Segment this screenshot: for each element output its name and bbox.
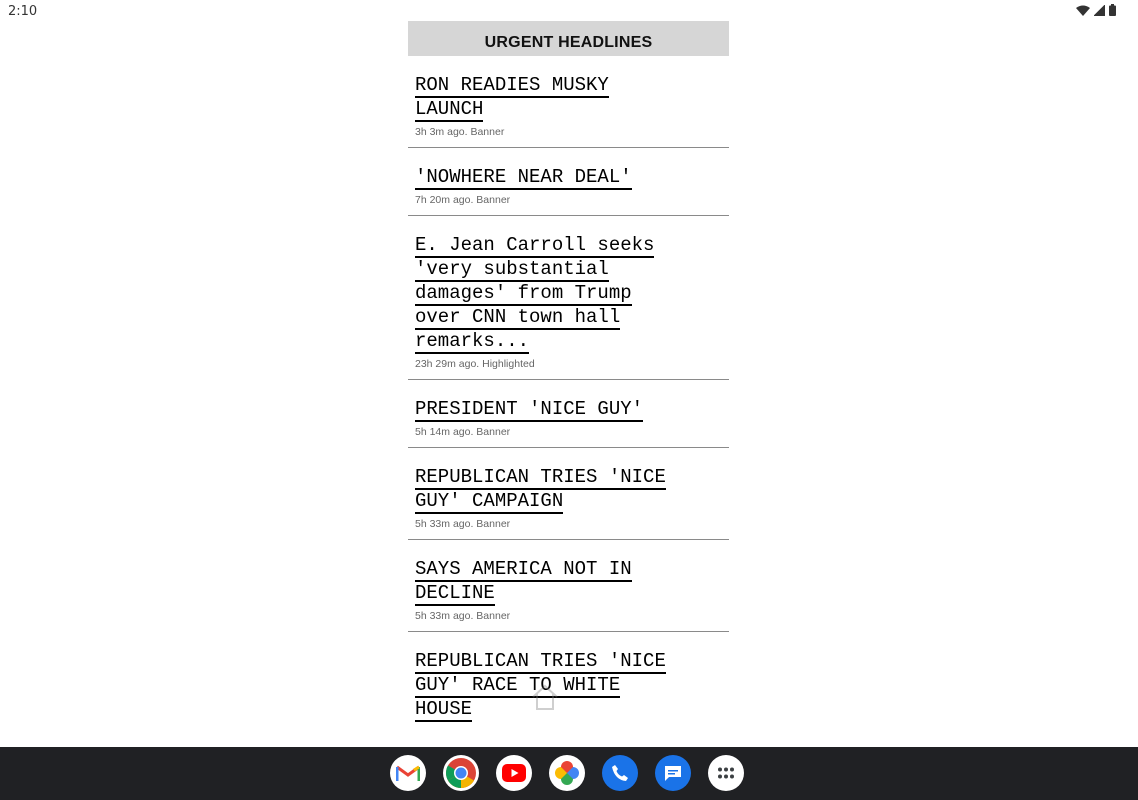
headline-item[interactable] (408, 216, 729, 380)
headline-meta: 23h 29m ago. Highlighted (415, 358, 535, 370)
phone-icon[interactable] (602, 755, 638, 791)
headline-title[interactable]: 'NOWHERE NEAR DEAL' (415, 166, 632, 188)
headline-title[interactable]: PRESIDENT 'NICE GUY' (415, 398, 644, 420)
status-time: 2:10 (8, 4, 38, 19)
status-icons (1076, 4, 1116, 16)
headline-title[interactable]: REPUBLICAN TRIES 'NICE GUY' RACE TO WHITE HOUSE (415, 650, 666, 720)
chrome-icon[interactable] (443, 755, 479, 791)
headline-item[interactable] (408, 540, 729, 632)
headline-item[interactable] (408, 148, 729, 216)
headline-meta: 5h 33m ago. Banner (415, 518, 511, 530)
headline-item[interactable] (408, 632, 729, 730)
headline-meta: 7h 20m ago. Banner (415, 194, 511, 206)
headline-title[interactable]: REPUBLICAN TRIES 'NICE GUY' CAMPAIGN (415, 466, 666, 512)
feed-header: URGENT HEADLINES (408, 21, 729, 56)
headline-title[interactable]: SAYS AMERICA NOT IN DECLINE (415, 558, 632, 604)
headline-title[interactable]: E. Jean Carroll seeks 'very substantial damages' from Trump over CNN town hall remarks... (415, 234, 655, 352)
app-dock (0, 747, 1138, 800)
headline-item[interactable] (408, 56, 729, 148)
headline-feed[interactable] (408, 21, 729, 747)
headline-meta: 5h 33m ago. Banner (415, 610, 511, 622)
signal-icon (1094, 5, 1105, 16)
headline-title[interactable]: RON READIES MUSKY LAUNCH (415, 74, 609, 120)
photos-icon[interactable] (549, 755, 585, 791)
messages-icon[interactable] (655, 755, 691, 791)
app-drawer-icon[interactable] (708, 755, 744, 791)
battery-icon (1109, 4, 1116, 16)
headline-meta: 5h 14m ago. Banner (415, 426, 511, 438)
headline-item[interactable] (408, 380, 729, 448)
youtube-icon[interactable] (496, 755, 532, 791)
gmail-icon[interactable] (390, 755, 426, 791)
headline-meta: 3h 3m ago. Banner (415, 126, 505, 138)
headline-item[interactable] (408, 448, 729, 540)
home-icon (528, 680, 562, 719)
wifi-icon (1076, 5, 1090, 16)
